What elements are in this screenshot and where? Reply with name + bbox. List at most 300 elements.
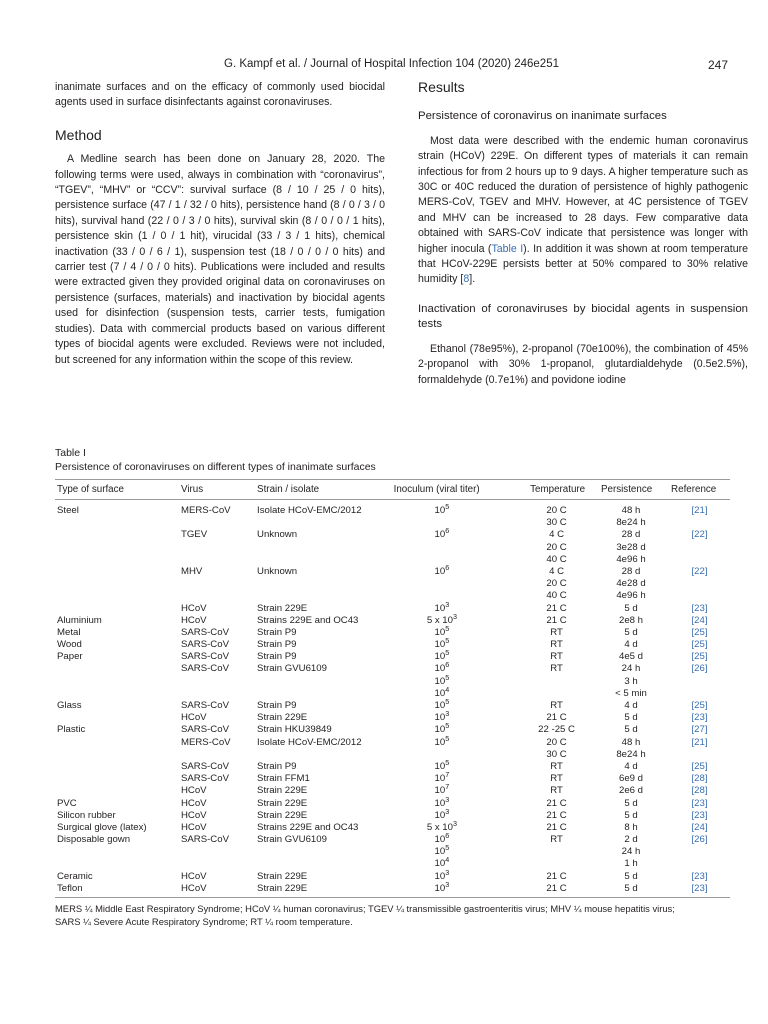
cell-virus: MERS-CoV bbox=[180, 736, 231, 748]
cell-temperature: 22 -25 C bbox=[538, 724, 575, 736]
cell-inoculum: 5 x $10^3$ bbox=[426, 818, 457, 833]
table-row bbox=[55, 870, 730, 882]
cell-strain bbox=[255, 590, 392, 602]
cell-strain bbox=[255, 578, 392, 590]
running-head-citation: G. Kampf et al. / Journal of Hospital Infection 104 (2020) 246e251 bbox=[224, 58, 559, 70]
cell-surface bbox=[55, 785, 179, 797]
cell-reference[interactable] bbox=[669, 724, 730, 736]
cell-persistence: 8e24 h bbox=[616, 517, 646, 529]
cell-strain: Strain GVU6109 bbox=[257, 834, 327, 846]
cell-persistence: 4e96 h bbox=[616, 590, 646, 602]
cell-temperature: RT bbox=[550, 626, 563, 638]
cell-surface: Aluminium bbox=[57, 614, 102, 626]
cell-strain: Strain 229E bbox=[257, 797, 308, 809]
table-row bbox=[55, 500, 730, 517]
cell-temperature: RT bbox=[550, 834, 563, 846]
cell-strain: Unknown bbox=[257, 529, 298, 541]
cell-strain: Strain P9 bbox=[257, 651, 297, 663]
heading-results: Results bbox=[418, 79, 465, 95]
cell-virus bbox=[179, 578, 255, 590]
cell-strain bbox=[255, 675, 392, 687]
table-row bbox=[55, 821, 730, 833]
cell-temperature: 20 C bbox=[546, 736, 567, 748]
cell-persistence: 3e28 d bbox=[616, 541, 646, 553]
reference-link[interactable]: [26] bbox=[691, 834, 708, 846]
reference-link bbox=[671, 590, 728, 601]
reference-link bbox=[671, 749, 728, 760]
reference-link[interactable]: [25] bbox=[691, 639, 708, 651]
reference-link bbox=[671, 676, 728, 687]
heading-inactivation: Inactivation of coronaviruses by biocidal agents in suspension tests bbox=[418, 302, 748, 331]
column-header-strain: Strain / isolate bbox=[255, 480, 392, 500]
cell-reference[interactable] bbox=[669, 626, 730, 638]
cell-inoculum: $10^5$ bbox=[434, 733, 450, 748]
cell-persistence: 4e96 h bbox=[616, 553, 646, 565]
cell-strain bbox=[255, 748, 392, 760]
cell-surface: Steel bbox=[57, 505, 79, 516]
cell-persistence: 28 d bbox=[621, 529, 641, 541]
cell-inoculum: $10^7$ bbox=[434, 769, 450, 785]
cell-reference[interactable] bbox=[669, 870, 730, 882]
cell-virus bbox=[179, 553, 255, 565]
cell-strain: Strain P9 bbox=[257, 700, 297, 711]
cell-persistence: 2e6 d bbox=[619, 785, 644, 797]
table-row bbox=[55, 699, 730, 711]
cell-virus: HCoV bbox=[180, 712, 207, 724]
heading-persistence: Persistence of coronavirus on inanimate surfaces bbox=[418, 110, 667, 123]
cell-surface bbox=[55, 553, 179, 565]
cell-strain: Strain P9 bbox=[257, 639, 297, 651]
reference-link[interactable]: [24] bbox=[691, 614, 708, 626]
cell-reference bbox=[669, 553, 730, 565]
cell-temperature: RT bbox=[550, 639, 563, 651]
paragraph-continuation: inanimate surfaces and on the efficacy of commonly used biocidal agents used in surface disinfectants against coronaviruses. bbox=[55, 81, 385, 109]
reference-link bbox=[671, 542, 728, 553]
reference-link bbox=[671, 578, 728, 589]
cell-persistence: 5 d bbox=[624, 602, 638, 614]
cell-surface bbox=[55, 602, 179, 614]
cell-virus: SARS-CoV bbox=[180, 626, 229, 638]
cell-virus: HCoV bbox=[180, 602, 207, 614]
cell-inoculum: $10^5$ bbox=[434, 672, 450, 687]
cell-inoculum: $10^5$ bbox=[434, 721, 450, 736]
reference-link[interactable]: [21] bbox=[691, 505, 708, 516]
reference-link[interactable]: [23] bbox=[691, 797, 708, 809]
reference-link[interactable]: [28] bbox=[691, 773, 708, 785]
cell-surface: Metal bbox=[57, 626, 81, 638]
cell-persistence: 4 d bbox=[624, 700, 638, 711]
cell-temperature: 21 C bbox=[546, 614, 567, 626]
cell-temperature: 4 C bbox=[549, 565, 565, 577]
table-footnote-line2: SARS ¼ Severe Acute Respiratory Syndrome; RT ¼ room temperature. bbox=[55, 916, 353, 928]
cell-reference[interactable] bbox=[669, 809, 730, 821]
cell-inoculum: $10^5$ bbox=[434, 635, 450, 651]
heading-method: Method bbox=[55, 126, 102, 143]
cell-reference[interactable] bbox=[669, 785, 730, 797]
cell-surface bbox=[55, 858, 179, 870]
cell-strain: Isolate HCoV-EMC/2012 bbox=[257, 505, 362, 516]
cell-reference[interactable] bbox=[669, 529, 730, 541]
cell-inoculum: $10^3$ bbox=[434, 599, 450, 614]
cell-strain: Strain P9 bbox=[257, 760, 297, 772]
cell-persistence: 4e5 d bbox=[619, 651, 644, 663]
reference-link-8[interactable]: 8 bbox=[463, 273, 470, 286]
table-row bbox=[55, 638, 730, 650]
table-row bbox=[55, 833, 730, 845]
cell-temperature: RT bbox=[550, 663, 563, 675]
cell-persistence: 2 d bbox=[624, 834, 638, 846]
cell-reference bbox=[669, 541, 730, 553]
persistence-text-c: C reduced the duration of persistence of highly pathogenic MERS-CoV, TGEV and MHV. However, at 4 bbox=[418, 181, 748, 209]
column-header-virus: Virus bbox=[179, 480, 255, 500]
cell-strain: Strain 229E bbox=[257, 602, 308, 614]
cell-persistence: 6e9 d bbox=[619, 773, 644, 785]
reference-link bbox=[671, 554, 728, 565]
cell-surface: Ceramic bbox=[57, 870, 93, 882]
cell-reference[interactable] bbox=[669, 651, 730, 663]
cell-virus: HCoV bbox=[180, 785, 207, 797]
cell-temperature: RT bbox=[550, 700, 563, 711]
cell-surface bbox=[55, 736, 179, 748]
cell-inoculum: $10^4$ bbox=[434, 684, 450, 699]
table-row bbox=[55, 882, 730, 894]
cell-temperature: RT bbox=[550, 773, 563, 785]
table-row bbox=[55, 846, 730, 858]
cell-inoculum: $10^7$ bbox=[434, 782, 450, 797]
paragraph-method: A Medline search has been done on January 28, 2020. The following terms were used, always in combination with “coronavirus”, “TGEV”, “MHV” or “CCV”: survival surface (8 / 10 / 25 / 0 hits), persistence surface (47 / 1 / 32 / 0 hits), persistence hand (8 / 0 / 3 / 0 hits), survival hand (22 / 0 / 3 / 0 hits), survival skin (8 / 0 / 0 / 1 hits), persistence skin (1 / 0 / 1 hit), virucidal (33 / 3 / 1 hits), chemical inactivation (33 / 0 / 6 / 1), suspension test (18 / 0 / 0 / 0 hits) and carrier test (7 / 4 / 0 / 0 hits). Publications were included and results were extracted given they provided original data on coronaviruses on persistence (surfaces, materials) and inactivation by biocidal agents used for disinfection (suspension tests, carrier tests, fumigation studies). Data with commercial products based on various different types of biocidal agents were excluded. Reviews were not included, but screened for any information within the scope of this review. bbox=[55, 153, 385, 366]
cell-surface bbox=[55, 590, 179, 602]
cell-inoculum bbox=[392, 553, 528, 565]
reference-link[interactable]: [23] bbox=[691, 809, 708, 821]
cell-inoculum: $10^5$ bbox=[434, 757, 450, 772]
reference-link bbox=[671, 858, 728, 869]
cell-inoculum: 5 x $10^3$ bbox=[426, 611, 457, 626]
table-caption: Persistence of coronaviruses on different types of inanimate surfaces bbox=[55, 461, 376, 473]
cell-inoculum bbox=[392, 517, 528, 529]
cell-persistence: < 5 min bbox=[615, 687, 647, 699]
cell-virus bbox=[179, 541, 255, 553]
table-row bbox=[55, 785, 730, 797]
running-head bbox=[55, 58, 728, 70]
cell-temperature: 21 C bbox=[546, 882, 567, 894]
cell-reference[interactable] bbox=[669, 712, 730, 724]
cell-virus: MERS-CoV bbox=[180, 505, 231, 516]
cell-reference bbox=[669, 748, 730, 760]
table-row bbox=[55, 773, 730, 785]
cell-inoculum: $10^3$ bbox=[434, 806, 450, 821]
cell-temperature: 40 C bbox=[546, 553, 567, 565]
cell-surface bbox=[55, 675, 179, 687]
cell-strain bbox=[255, 858, 392, 870]
cell-temperature: 21 C bbox=[546, 821, 567, 833]
cell-virus: SARS-CoV bbox=[180, 700, 229, 711]
cell-virus: SARS-CoV bbox=[180, 773, 229, 785]
table-row bbox=[55, 712, 730, 724]
reference-link[interactable]: [25] bbox=[691, 700, 708, 711]
cell-temperature: 20 C bbox=[546, 505, 567, 516]
reference-link[interactable]: [28] bbox=[691, 785, 708, 797]
cell-virus: HCoV bbox=[180, 809, 207, 821]
cell-strain: Strain 229E bbox=[257, 870, 308, 882]
cell-reference[interactable] bbox=[669, 699, 730, 711]
table-body bbox=[55, 500, 730, 895]
reference-link[interactable]: [25] bbox=[691, 760, 708, 772]
table-row bbox=[55, 748, 730, 760]
table-row bbox=[55, 602, 730, 614]
cell-inoculum bbox=[392, 590, 528, 602]
cell-strain: Isolate HCoV-EMC/2012 bbox=[257, 736, 362, 748]
cell-strain: Strains 229E and OC43 bbox=[257, 614, 359, 626]
persistence-table bbox=[55, 479, 730, 894]
cell-reference bbox=[669, 517, 730, 529]
cell-strain bbox=[255, 553, 392, 565]
cell-virus bbox=[179, 858, 255, 870]
cell-persistence: 28 d bbox=[621, 565, 641, 577]
table-row bbox=[55, 687, 730, 699]
cell-persistence: 8 h bbox=[624, 821, 638, 833]
reference-link bbox=[671, 846, 728, 857]
column-header-reference: Reference bbox=[669, 480, 730, 500]
cell-surface bbox=[55, 748, 179, 760]
cell-surface: Plastic bbox=[57, 724, 86, 736]
left-column bbox=[55, 80, 385, 368]
cell-virus: SARS-CoV bbox=[180, 724, 229, 736]
cell-persistence: 48 h bbox=[621, 736, 641, 748]
cell-temperature bbox=[528, 687, 599, 699]
cell-temperature: 21 C bbox=[546, 797, 567, 809]
cell-reference[interactable] bbox=[669, 500, 730, 517]
cell-surface bbox=[55, 846, 179, 858]
cell-strain: Strains 229E and OC43 bbox=[257, 821, 359, 833]
cell-inoculum: $10^5$ bbox=[434, 501, 450, 516]
cell-persistence: 5 d bbox=[624, 724, 638, 736]
cell-temperature: RT bbox=[550, 760, 563, 772]
table-row bbox=[55, 529, 730, 541]
cell-persistence: 4 d bbox=[624, 760, 638, 772]
table-footnote-line1: MERS ¼ Middle East Respiratory Syndrome; HCoV ¼ human coronavirus; TGEV ¼ transmissible gastroenteritis virus; MHV ¼ mouse hepatitis virus; bbox=[55, 903, 675, 915]
cell-persistence: 5 d bbox=[624, 870, 638, 882]
reference-link[interactable]: [27] bbox=[691, 724, 708, 736]
cell-inoculum: $10^3$ bbox=[434, 867, 450, 882]
table-block bbox=[55, 447, 730, 928]
cell-surface: Wood bbox=[57, 639, 82, 651]
cell-strain: Strain HKU39849 bbox=[257, 724, 332, 736]
cell-persistence: 8e24 h bbox=[616, 748, 646, 760]
reference-link[interactable]: [24] bbox=[691, 821, 708, 833]
paragraph-inactivation: Ethanol (78e95%), 2-propanol (70e100%), the combination of 45% 2-propanol with 30% 1-propanol, glutardialdehyde (0.5e2.5%), formaldehyde (0.7e1%) and povidone iodine bbox=[418, 342, 748, 386]
reference-link[interactable]: [23] bbox=[691, 712, 708, 724]
cell-virus bbox=[179, 675, 255, 687]
cell-temperature: 21 C bbox=[546, 870, 567, 882]
cell-strain bbox=[255, 541, 392, 553]
reference-link[interactable]: [23] bbox=[691, 602, 708, 614]
cell-strain: Unknown bbox=[257, 565, 298, 577]
reference-link[interactable]: [23] bbox=[691, 870, 708, 882]
column-header-persistence: Persistence bbox=[599, 480, 669, 500]
cell-reference bbox=[669, 590, 730, 602]
table-row bbox=[55, 541, 730, 553]
page-number: 247 bbox=[707, 58, 728, 72]
cell-virus: MHV bbox=[180, 565, 203, 577]
cell-reference[interactable] bbox=[669, 736, 730, 748]
persistence-text-f: ]. bbox=[469, 273, 476, 286]
table-row bbox=[55, 590, 730, 602]
cell-persistence: 4e28 d bbox=[616, 578, 646, 590]
reference-link[interactable]: [21] bbox=[691, 736, 708, 748]
cell-virus: SARS-CoV bbox=[180, 760, 229, 772]
cell-virus: HCoV bbox=[180, 614, 207, 626]
cell-reference bbox=[669, 675, 730, 687]
table-row bbox=[55, 797, 730, 809]
cell-strain bbox=[255, 687, 392, 699]
cell-reference[interactable] bbox=[669, 663, 730, 675]
persistence-text-d: C persistence of TGEV and MHV can be increased to 28 days. Few comparative data obtained with SARS-CoV indicate that persistence was longer with higher inocula ( bbox=[418, 196, 748, 255]
cell-surface: PVC bbox=[57, 797, 77, 809]
cell-reference[interactable] bbox=[669, 614, 730, 626]
table-row bbox=[55, 809, 730, 821]
cell-surface bbox=[55, 687, 179, 699]
cell-temperature: 40 C bbox=[546, 590, 567, 602]
cell-inoculum: $10^5$ bbox=[434, 648, 450, 663]
cell-temperature: 20 C bbox=[546, 578, 567, 590]
reference-link[interactable]: [22] bbox=[691, 529, 708, 541]
table-row bbox=[55, 724, 730, 736]
cell-reference bbox=[669, 858, 730, 870]
cell-reference[interactable] bbox=[669, 833, 730, 845]
cell-virus bbox=[179, 590, 255, 602]
cell-virus: SARS-CoV bbox=[180, 834, 229, 846]
cell-temperature bbox=[528, 858, 599, 870]
cell-persistence: 4 d bbox=[624, 639, 638, 651]
cell-strain: Strain 229E bbox=[257, 712, 308, 724]
cell-virus: TGEV bbox=[180, 529, 208, 541]
cell-temperature: 21 C bbox=[546, 809, 567, 821]
cell-persistence: 5 d bbox=[624, 626, 638, 638]
cell-temperature: 30 C bbox=[546, 517, 567, 529]
reference-link[interactable]: [26] bbox=[691, 663, 708, 675]
reference-link[interactable]: [25] bbox=[691, 651, 708, 663]
cell-surface: Disposable gown bbox=[57, 834, 131, 846]
cell-temperature bbox=[528, 846, 599, 858]
cell-reference[interactable] bbox=[669, 797, 730, 809]
cell-strain: Strain GVU6109 bbox=[257, 663, 327, 675]
cell-virus: SARS-CoV bbox=[180, 639, 229, 651]
cell-reference bbox=[669, 846, 730, 858]
cell-reference[interactable] bbox=[669, 602, 730, 614]
cell-strain bbox=[255, 517, 392, 529]
cell-strain bbox=[255, 846, 392, 858]
cell-persistence: 5 d bbox=[624, 809, 638, 821]
cell-strain: Strain 229E bbox=[257, 882, 308, 894]
cell-virus bbox=[179, 687, 255, 699]
cell-surface bbox=[55, 663, 179, 675]
cell-surface bbox=[55, 760, 179, 772]
persistence-text-b: C or 40 bbox=[429, 181, 467, 194]
table-row bbox=[55, 675, 730, 687]
table-row bbox=[55, 736, 730, 748]
cell-persistence: 3 h bbox=[624, 675, 638, 687]
cell-temperature: 21 C bbox=[546, 602, 567, 614]
reference-link[interactable]: [25] bbox=[691, 626, 708, 638]
cell-virus: HCoV bbox=[180, 821, 207, 833]
cell-inoculum: $10^3$ bbox=[434, 794, 450, 809]
column-header-surface: Type of surface bbox=[55, 480, 179, 500]
cell-surface bbox=[55, 578, 179, 590]
cell-temperature: 20 C bbox=[546, 541, 567, 553]
cell-strain: Strain FFM1 bbox=[257, 773, 310, 785]
cell-reference bbox=[669, 687, 730, 699]
cell-inoculum: $10^6$ bbox=[434, 562, 450, 577]
cell-virus: HCoV bbox=[180, 870, 207, 882]
column-header-temperature: Temperature bbox=[528, 480, 599, 500]
table-row bbox=[55, 651, 730, 663]
cell-persistence: 5 d bbox=[624, 712, 638, 724]
reference-link[interactable]: [22] bbox=[691, 565, 708, 577]
reference-link bbox=[671, 517, 728, 528]
cell-inoculum: $10^3$ bbox=[434, 879, 450, 894]
cell-surface bbox=[55, 565, 179, 577]
paragraph-persistence bbox=[418, 134, 748, 288]
persistence-text-a: Most data were described with the endemic human coronavirus strain (HCoV) 229E. On different types of materials it can remain infectious for from 2 hours up to 9 days. A higher temperature such as 30 bbox=[418, 134, 748, 194]
cell-virus bbox=[179, 517, 255, 529]
right-column bbox=[418, 80, 748, 388]
table-row bbox=[55, 553, 730, 565]
table-header-row bbox=[55, 480, 730, 500]
cell-temperature bbox=[528, 675, 599, 687]
cell-inoculum: $10^3$ bbox=[434, 709, 450, 724]
cell-surface bbox=[55, 517, 179, 529]
cell-reference[interactable] bbox=[669, 882, 730, 894]
cell-inoculum: $10^6$ bbox=[434, 526, 450, 541]
cell-virus bbox=[179, 748, 255, 760]
table-row bbox=[55, 578, 730, 590]
reference-link[interactable]: [23] bbox=[691, 882, 708, 894]
cell-reference[interactable] bbox=[669, 760, 730, 772]
cell-persistence: 48 h bbox=[621, 505, 641, 516]
cell-persistence: 5 d bbox=[624, 797, 638, 809]
cell-temperature: 21 C bbox=[546, 712, 567, 724]
cell-virus: SARS-CoV bbox=[180, 651, 229, 663]
cell-temperature: RT bbox=[550, 785, 563, 797]
cell-reference[interactable] bbox=[669, 821, 730, 833]
cell-surface bbox=[55, 712, 179, 724]
cell-surface: Glass bbox=[57, 700, 82, 711]
cell-inoculum bbox=[392, 578, 528, 590]
table-row bbox=[55, 858, 730, 870]
table-row bbox=[55, 565, 730, 577]
cell-surface bbox=[55, 773, 179, 785]
table-row bbox=[55, 626, 730, 638]
body-columns bbox=[55, 79, 749, 420]
table-row bbox=[55, 663, 730, 675]
cell-temperature: 4 C bbox=[549, 529, 565, 541]
cell-surface: Surgical glove (latex) bbox=[57, 821, 147, 833]
cell-inoculum: $10^5$ bbox=[434, 696, 450, 711]
cell-strain: Strain 229E bbox=[257, 809, 308, 821]
cell-inoculum: $10^4$ bbox=[434, 855, 450, 870]
cell-temperature: RT bbox=[550, 651, 563, 663]
cell-inoculum: $10^5$ bbox=[434, 843, 450, 858]
cell-surface bbox=[55, 541, 179, 553]
table-footnote bbox=[55, 897, 730, 928]
table-i-link[interactable]: Table I bbox=[491, 242, 524, 255]
cell-reference bbox=[669, 578, 730, 590]
cell-reference[interactable] bbox=[669, 773, 730, 785]
cell-reference[interactable] bbox=[669, 638, 730, 650]
cell-reference[interactable] bbox=[669, 565, 730, 577]
table-row bbox=[55, 760, 730, 772]
cell-persistence: 24 h bbox=[621, 663, 641, 675]
